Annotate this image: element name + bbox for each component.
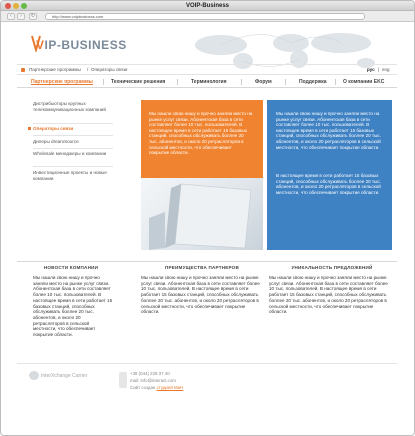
blue-info-panel (267, 100, 392, 250)
column-heading-news: НОВОСТИ КОМПАНИИ (43, 265, 99, 270)
nav-partners[interactable]: Партнерские программы (31, 79, 93, 85)
site-logo[interactable] (36, 38, 127, 52)
footer-logo-icon (29, 371, 39, 380)
nav-solutions[interactable]: Технические решения (111, 79, 166, 85)
footer-email[interactable]: mail: info@interact.com (130, 378, 176, 383)
orange-promo-panel (141, 100, 263, 178)
active-bullet-icon (28, 127, 31, 130)
orange-panel-text: Мы нашли свою нишу и прочно заняли место на рынке услуг связи. Абонентская база в сети составляет более 10 тыс. пользователей. В настоящее время в сети работает 15 базовых станций, способных обслуживать боллее 20 тыс. абонентов, и около 20 ретрасляторов в сельской местности, что обеспечивает покрытие области. (149, 111, 253, 156)
back-button[interactable]: ‹ (7, 13, 15, 20)
studio-link[interactable]: студией MaH (156, 385, 184, 390)
sidebar-divider (33, 166, 113, 167)
reload-button[interactable]: ↻ (30, 13, 36, 19)
sidebar-item-distributors[interactable]: Дистрибьюторы крупных телекоммуникационных компаний (33, 101, 106, 112)
sidebar-item-investment[interactable]: Инвестиционные проекты и новые компании (33, 170, 107, 181)
phone-icon (119, 372, 127, 388)
footer-company: InterXchange Carrier (41, 373, 88, 379)
nav-divider (335, 79, 336, 85)
column-text-uniqueness: Мы нашли свою нишу и прочно заняли место на рынке услуг связи. Абонентская база в сети составляет более 10 тыс. пользователей. В настоящее время в сети работает 15 базовых станций, способных обслуживать боллее 20 тыс. абонентов, и около 20 ретрасляторов в сельской местности, что обеспечивает покрытие области. (269, 275, 388, 315)
nav-divider (241, 79, 242, 85)
sidebar-item-wholesale[interactable]: Wholesale менеджеры и компании (33, 151, 107, 156)
nav-forum[interactable]: Форум (255, 79, 272, 85)
blue-panel-text-1: Мы нашли свою нишу и прочно заняли место на рынке услуг связи. Абонентская база в сети составляет более 10 тыс. пользователей. В настоящее время в сети работает 15 базовых станций, способных обслуживать боллее 20 тыс. абонентов, и около 20 ретрасляторов в сельской местности, что обеспечивает покрытие области. (276, 111, 381, 150)
blue-panel-text-2: В настоящее время в сети работает 15 базовых станций, способных обслуживать боллее 20 тыс. абонентов, и около 20 ретрасляторов в сельской местности, что обеспечивает покрытие области. (276, 173, 381, 195)
main-nav (17, 78, 397, 88)
nav-divider (177, 79, 178, 85)
footer-credit (130, 385, 183, 390)
lang-en[interactable]: eng (382, 67, 390, 72)
lang-sep: | (378, 67, 380, 72)
device-illustration (141, 178, 263, 250)
window-titlebar (1, 1, 414, 11)
footer-phone: +38 (044) 229 37 40 (130, 371, 170, 376)
column-heading-benefits: ПРЕИМУЩЕСТВА ПАРТНЕРОВ (165, 265, 239, 270)
footer-credit-prefix: Сайт создан (130, 385, 156, 390)
nav-divider (103, 79, 104, 85)
logo-part-2: IP-BUSINESS (44, 38, 127, 52)
sidebar-divider (33, 123, 113, 124)
footer-divider (17, 363, 397, 364)
address-bar-input[interactable]: http://www.voipbusiness.com (45, 13, 365, 20)
home-icon[interactable] (21, 68, 25, 72)
window-title: VOIP-Business (185, 3, 229, 9)
forward-button[interactable]: › (17, 13, 25, 20)
nav-about[interactable]: О компании EKC (343, 79, 385, 85)
breadcrumb-sep: / (87, 67, 89, 72)
promo-image (141, 178, 263, 250)
nav-divider (285, 79, 286, 85)
lang-ru[interactable]: рус (367, 67, 375, 72)
nav-terminology[interactable]: Терминология (191, 79, 227, 85)
section-divider (17, 253, 397, 262)
sidebar-divider (33, 148, 113, 149)
column-text-news: Мы нашли свою нишу и прочно заняли место на рынке услуг связи. Абонентская база в сети составляет более 10 тыс. пользователей. В настоящее время в сети работает 15 базовых станций, способных обслуживать боллее 20 тыс. абонентов, и около 20 ретрасляторов в сельской местности, что обеспечивает покрытие области. (33, 275, 113, 338)
breadcrumb-partners[interactable]: Партнерские программы (29, 67, 81, 72)
column-heading-uniqueness: УНИКАЛЬНОСТЬ ПРЕДЛОЖЕНИЙ (291, 265, 373, 270)
sidebar-divider (33, 135, 113, 136)
browser-toolbar (1, 11, 414, 22)
nav-support[interactable]: Поддержка (299, 79, 327, 85)
column-text-benefits: Мы нашли свою нишу и прочно заняли место на рынке услуг связи. Абонентская база в сети составляет более 10 тыс. пользователей. В настоящее время в сети работает 15 базовых станций, способных обслуживать боллее 20 тыс. абонентов, и около 20 ретрасляторов в сельской местности, что обеспечивает покрытие области. (141, 275, 260, 315)
logo-part-1: V (36, 38, 45, 52)
sidebar-item-dealers[interactable]: Дилеры dreamSource (33, 139, 79, 144)
breadcrumb-operators[interactable]: Операторы связи (91, 67, 128, 72)
sidebar-item-label: Операторы связи (33, 126, 74, 131)
utility-bar (17, 64, 397, 75)
sidebar-item-operators[interactable] (33, 126, 109, 132)
